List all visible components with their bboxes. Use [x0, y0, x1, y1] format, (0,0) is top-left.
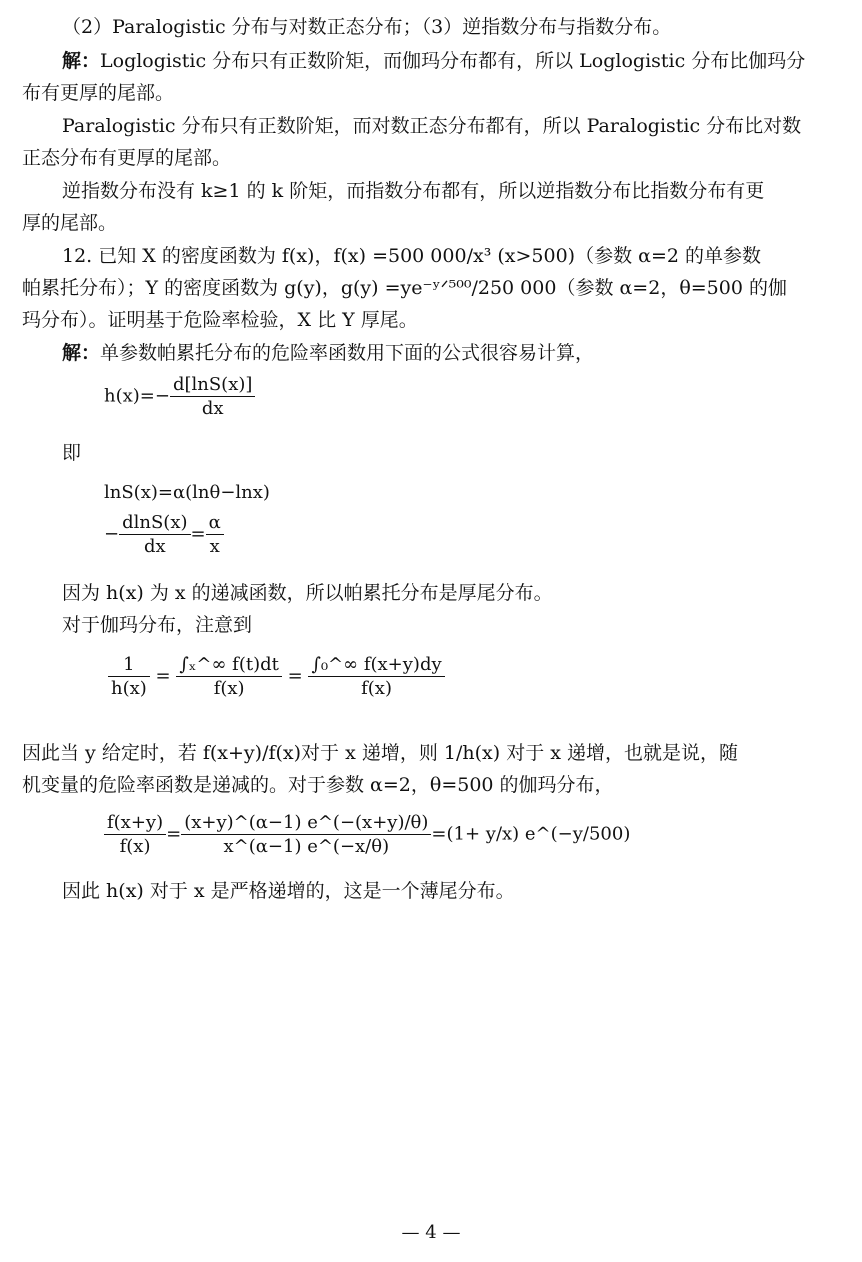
line-p2b: 布有更厚的尾部。 — [22, 82, 175, 104]
eq-numerator: ∫₀^∞ f(x+y)dy — [308, 654, 444, 677]
eq-equals: = — [155, 665, 171, 687]
line-p9a: 因此当 y 给定时，若 f(x+y)/f(x)对于 x 递增，则 1/h(x) 对于 x 递增，也就是说，随 — [22, 742, 738, 764]
eq-denominator: f(x) — [119, 836, 151, 857]
equation-derivative — [104, 512, 224, 557]
eq-equals: = — [431, 823, 447, 845]
line-p7: 因为 h(x) 为 x 的递减函数，所以帕累托分布是厚尾分布。 — [62, 582, 553, 604]
line-p5c: 玛分布）。证明基于危险率检验，X 比 Y 厚尾。 — [22, 309, 418, 331]
line-p4a: 逆指数分布没有 k≥1 的 k 阶矩，而指数分布都有，所以逆指数分布比指数分布有更 — [62, 180, 765, 202]
eq-fraction-left — [119, 512, 190, 557]
text: Loglogistic 分布只有正数阶矩，而伽玛分布都有，所以 Loglogistic 分布比伽玛分 — [100, 50, 806, 72]
eq-numerator: d[lnS(x)] — [170, 374, 255, 397]
line-p5b: 帕累托分布）；Y 的密度函数为 g(y)，g(y) =ye⁻ʸᐟ⁵⁰⁰/250 000（参数 α=2，θ=500 的伽 — [22, 277, 787, 299]
eq-numerator: f(x+y) — [104, 812, 166, 835]
eq-numerator: ∫ₓ^∞ f(t)dt — [176, 654, 282, 677]
solution-label: 解： — [62, 342, 101, 364]
equation-hazard — [104, 374, 255, 419]
line-p8: 对于伽玛分布，注意到 — [62, 614, 253, 636]
page-number: — 4 — — [401, 1222, 461, 1243]
eq-numerator: α — [206, 512, 224, 535]
line-p10: 因此 h(x) 对于 x 是严格递增的，这是一个薄尾分布。 — [62, 880, 515, 902]
eq-minus: − — [104, 523, 120, 545]
text: 单参数帕累托分布的危险率函数用下面的公式很容易计算， — [100, 342, 595, 364]
eq-denominator: dx — [143, 536, 166, 557]
eq-rhs: (1+ y/x) e^(−y/500) — [446, 823, 631, 845]
eq-denominator: x — [209, 536, 220, 557]
eq-denominator: f(x) — [361, 678, 392, 699]
eq-denominator: x^(α−1) e^(−x/θ) — [223, 836, 390, 857]
eq-fraction-left — [108, 654, 150, 699]
eq-numerator: (x+y)^(α−1) e^(−(x+y)/θ) — [181, 812, 431, 835]
equation-inverse-hazard — [108, 654, 445, 699]
line-p3b: 正态分布有更厚的尾部。 — [22, 147, 232, 169]
line-p9b: 机变量的危险率函数是递减的。对于参数 α=2，θ=500 的伽玛分布， — [22, 774, 614, 796]
eq-lhs: h(x)=− — [104, 385, 170, 407]
eq-denominator: dx — [201, 398, 224, 419]
line-p3a: Paralogistic 分布只有正数阶矩，而对数正态分布都有，所以 Paralogistic 分布比对数 — [62, 115, 802, 137]
line-p1: （2）Paralogistic 分布与对数正态分布；（3）逆指数分布与指数分布。 — [62, 16, 672, 38]
line-p5a: 12. 已知 X 的密度函数为 f(x)，f(x) =500 000/x³ (x>500)（参数 α=2 的单参数 — [62, 245, 761, 267]
line-p6 — [62, 340, 594, 366]
eq-equals: = — [166, 823, 182, 845]
eq-fraction-left — [104, 812, 166, 857]
eq-numerator: 1 — [108, 654, 150, 677]
eq-fraction-middle — [181, 812, 431, 857]
eq-equals: = — [190, 523, 206, 545]
eq-denominator: h(x) — [111, 678, 147, 699]
eq-denominator: f(x) — [213, 678, 245, 699]
eq-equals: = — [287, 665, 303, 687]
eq-fraction-right — [206, 512, 224, 557]
line-ji: 即 — [62, 442, 82, 464]
solution-label: 解： — [62, 50, 101, 72]
eq-fraction — [170, 374, 255, 419]
eq-fraction-middle — [176, 654, 282, 699]
equation-gamma-ratio — [104, 812, 630, 857]
eq-fraction-right — [308, 654, 444, 699]
line-p2a — [62, 48, 805, 74]
eq-numerator: dlnS(x) — [119, 512, 190, 535]
equation-log-survival: lnS(x)=α(lnθ−lnx) — [104, 482, 270, 503]
line-p4b: 厚的尾部。 — [22, 212, 118, 234]
